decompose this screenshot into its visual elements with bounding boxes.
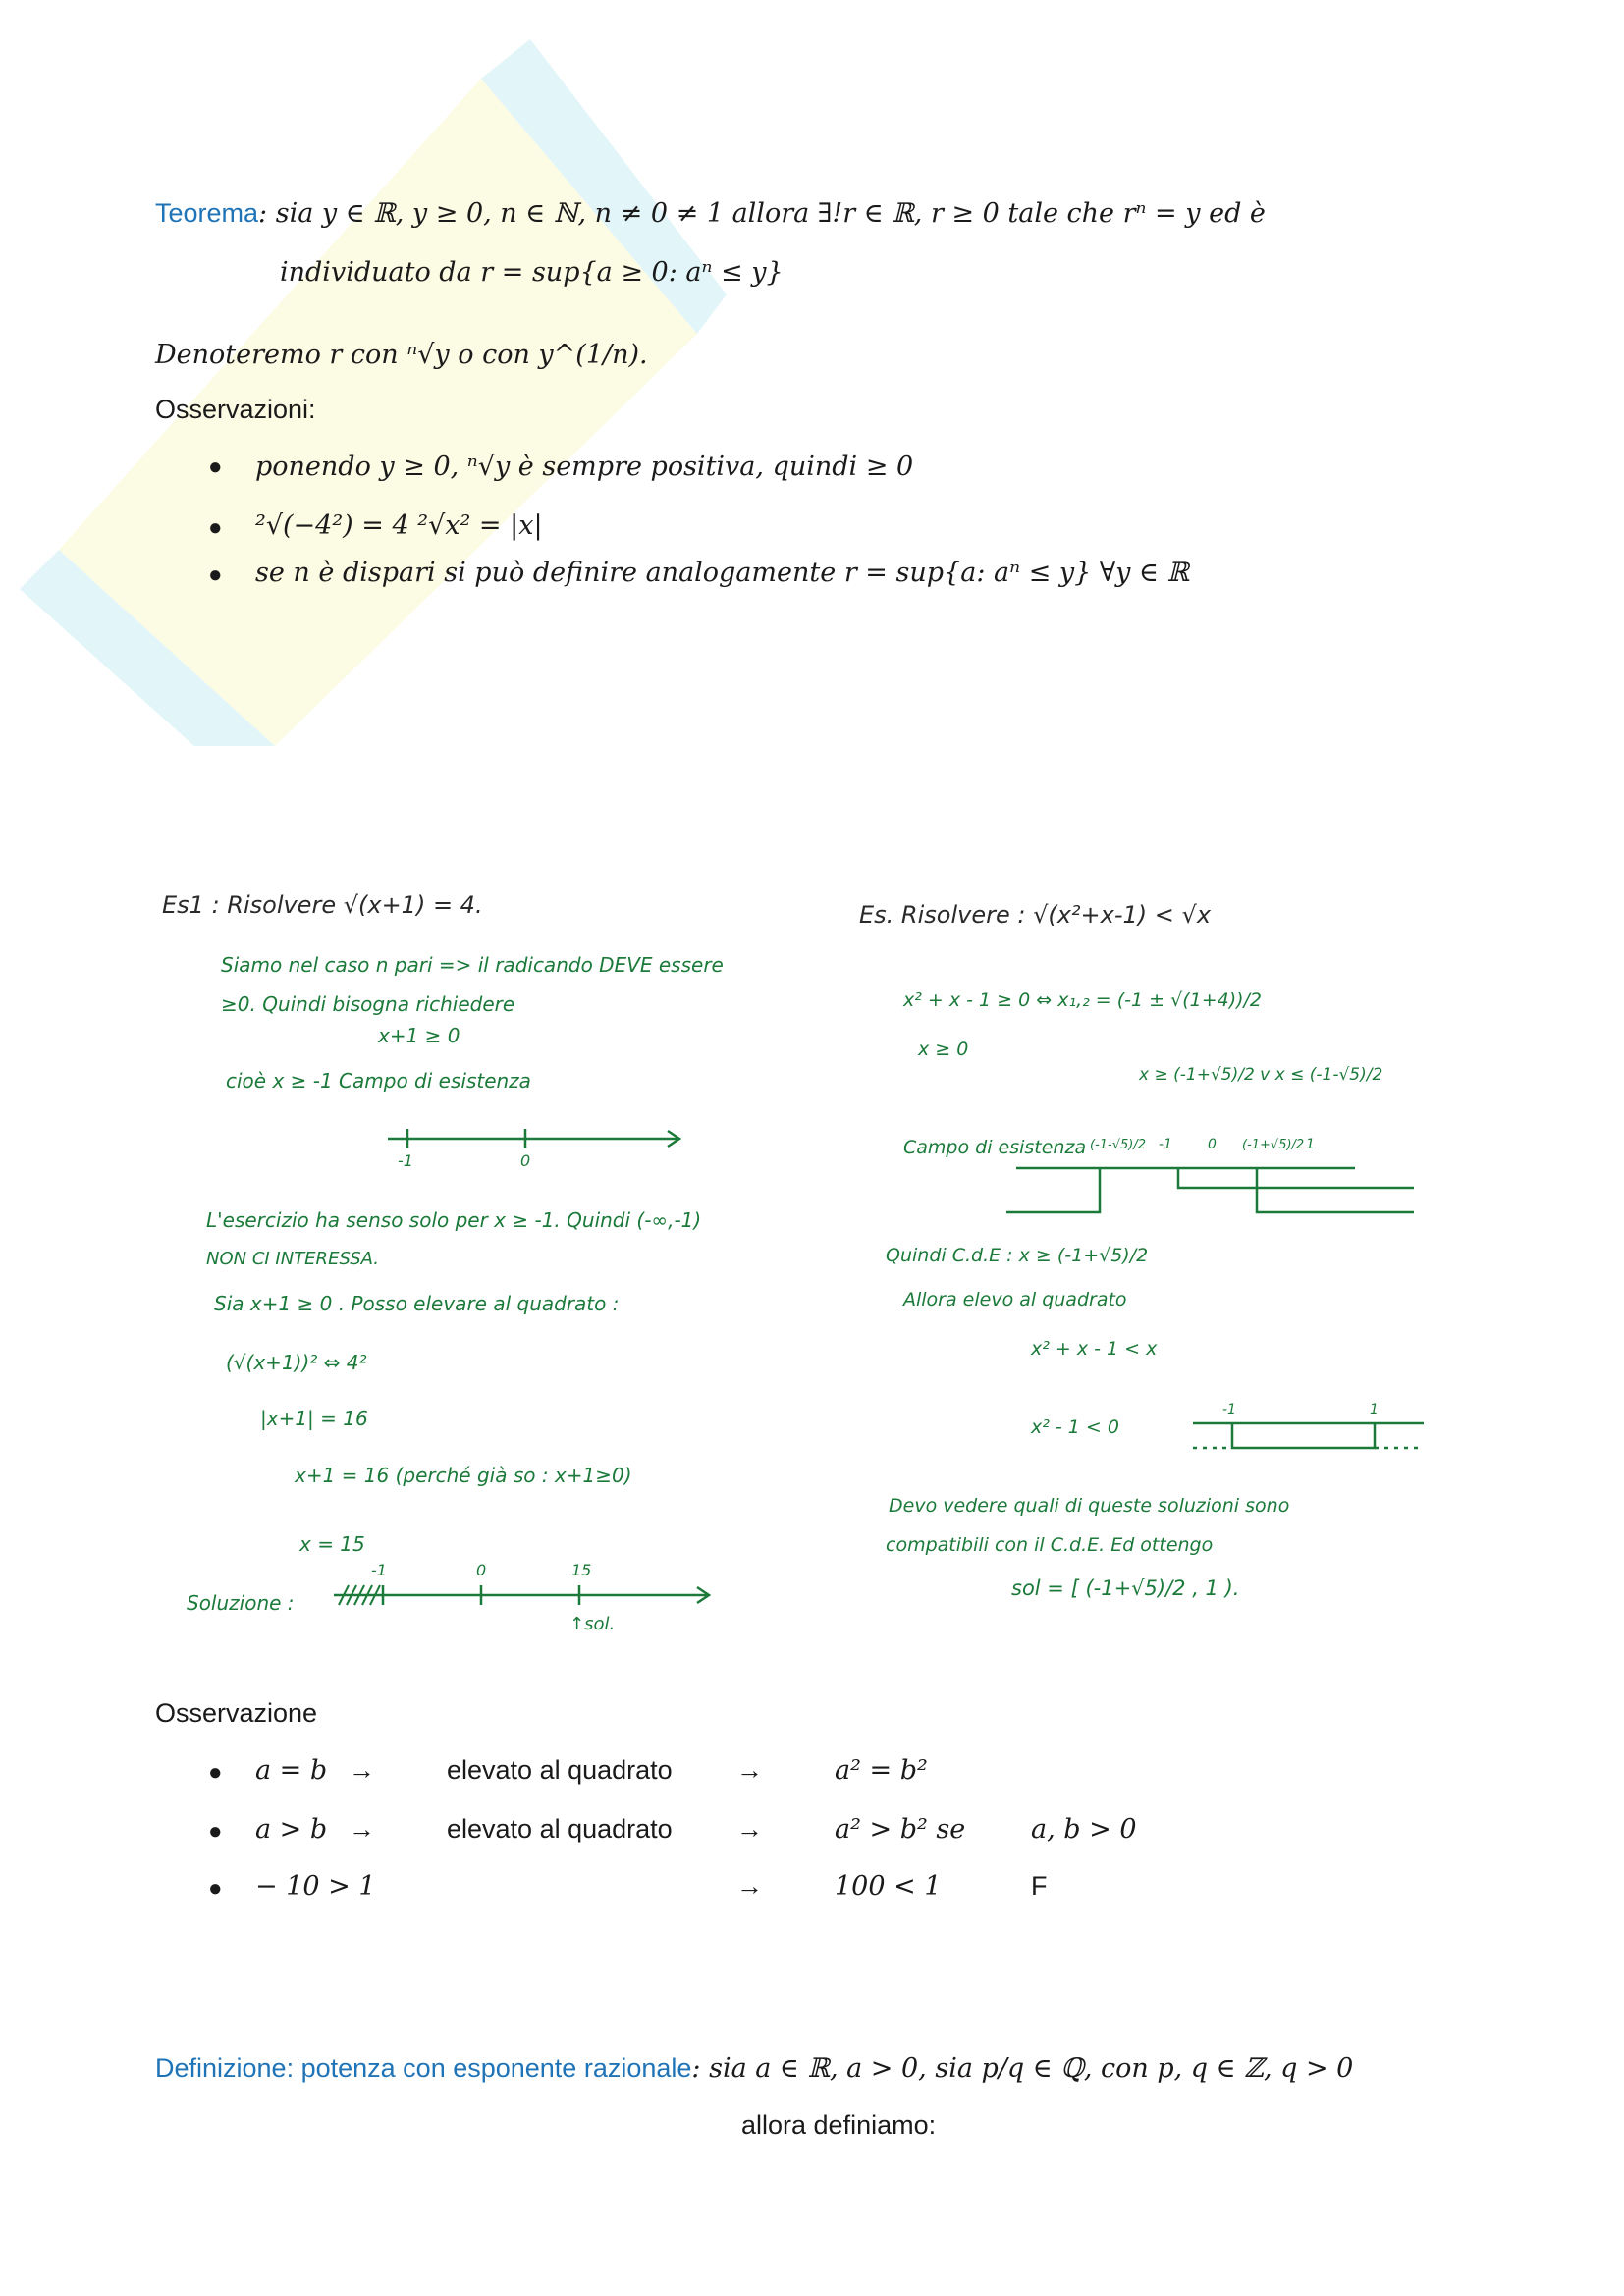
hw-left-line: x = 15 <box>299 1532 365 1556</box>
theorem-label: Teorema <box>155 198 259 228</box>
hw-right-line: Quindi C.d.E : x ≥ (-1+√5)/2 <box>886 1245 1149 1266</box>
definition-subject: potenza con esponente razionale <box>300 2054 692 2083</box>
hw-right-line: compatibili con il C.d.E. Ed ottengo <box>886 1534 1214 1556</box>
hw-left-line: x+1 ≥ 0 <box>378 1024 460 1047</box>
theorem-line-2: individuato da r = sup{a ≥ 0: aⁿ ≤ y} <box>280 257 784 288</box>
obs-row-rhs: a² = b² <box>835 1755 928 1786</box>
hw-right-line: Campo di esistenza <box>903 1137 1087 1158</box>
axis-label: 1 <box>1306 1137 1315 1152</box>
hw-left-title: Es1 : Risolvere √(x+1) = 4. <box>162 891 483 919</box>
axis-label: -1 <box>1222 1402 1236 1417</box>
hw-right-line: Allora elevo al quadrato <box>903 1289 1127 1310</box>
definition-label: Definizione <box>155 2054 287 2083</box>
handwritten-exercise-right <box>844 874 1453 1639</box>
obs-row-cond: F <box>1031 1871 1048 1900</box>
obs-row-cond: a, b > 0 <box>1031 1814 1137 1844</box>
hw-right-line: x² + x - 1 < x <box>1031 1338 1158 1360</box>
hw-left-line: x+1 = 16 (perché già so : x+1≥0) <box>295 1464 632 1487</box>
bullet-dot: ● <box>208 454 223 480</box>
hw-left-line: (√(x+1))² ⇔ 4² <box>226 1351 367 1374</box>
hw-left-line: Siamo nel caso n pari => il radicando DEVE essere <box>221 953 724 977</box>
hw-right-line: x² - 1 < 0 <box>1031 1416 1119 1438</box>
obs-row-arrow: → <box>349 1814 375 1843</box>
hw-left-line: Soluzione : <box>187 1591 295 1615</box>
observation-item: ponendo y ≥ 0, ⁿ√y è sempre positiva, quindi ≥ 0 <box>255 452 914 482</box>
obs-row-lhs: − 10 > 1 <box>255 1871 376 1901</box>
hw-right-line: x ≥ 0 <box>918 1039 969 1060</box>
observation-item: se n è dispari si può definire analogamente r = sup{a: aⁿ ≤ y} ∀y ∈ ℝ <box>255 558 1189 588</box>
hw-left-line: |x+1| = 16 <box>260 1407 368 1430</box>
bullet-dot: ● <box>208 1875 223 1901</box>
axis-label: 0 <box>520 1151 531 1170</box>
definition-text: : sia a ∈ ℝ, a > 0, sia p/q ∈ ℚ, con p, q ∈ ℤ, q > 0 <box>691 2054 1354 2084</box>
observation2-title: Osservazione <box>155 1698 318 1728</box>
hw-left-line: NON CI INTERESSA. <box>206 1249 380 1269</box>
obs-row-lhs: a = b <box>255 1755 328 1786</box>
obs-row-arrow: → <box>349 1755 375 1785</box>
observation-item: ²√(−4²) = 4 ²√x² = |x| <box>255 510 543 541</box>
axis-label: -1 <box>1159 1137 1172 1152</box>
obs-row-lhs: a > b <box>255 1814 328 1844</box>
theorem-line <box>155 198 1266 229</box>
handwritten-exercise-left <box>147 874 815 1639</box>
bullet-dot: ● <box>208 1818 223 1844</box>
hw-right-line: sol = [ (-1+√5)/2 , 1 ). <box>1011 1576 1240 1600</box>
watermark-logo <box>20 39 727 746</box>
obs-row-arrow: → <box>736 1814 763 1843</box>
axis-label: (-1-√5)/2 <box>1090 1138 1147 1152</box>
definition-line: Definizione: potenza con esponente razionale: sia a ∈ ℝ, a > 0, sia p/q ∈ ℚ, con p, q ∈ ℤ, q > 0 <box>155 2054 1354 2084</box>
notation-line: Denoteremo r con ⁿ√y o con y^(1/n). <box>155 340 648 370</box>
hw-right-solution-diagram <box>1193 1423 1424 1448</box>
bullet-dot: ● <box>208 1759 223 1786</box>
bullet-dot: ● <box>208 561 223 588</box>
observations-title: Osservazioni: <box>155 395 316 424</box>
obs-row-rhs: a² > b² se <box>835 1814 966 1844</box>
hw-right-title: Es. Risolvere : √(x²+x-1) < √x <box>859 901 1212 929</box>
axis-label: 0 <box>1208 1137 1217 1152</box>
axis-label: 1 <box>1370 1402 1379 1417</box>
hw-right-line: x² + x - 1 ≥ 0 ⇔ x₁,₂ = (-1 ± √(1+4))/2 <box>903 989 1263 1011</box>
hw-right-line: x ≥ (-1+√5)/2 v x ≤ (-1-√5)/2 <box>1139 1065 1383 1085</box>
axis-label: 15 <box>571 1561 592 1579</box>
obs-row-arrow: → <box>736 1871 763 1900</box>
axis-label: -1 <box>398 1151 413 1170</box>
hw-left-line: Sia x+1 ≥ 0 . Posso elevare al quadrato : <box>214 1292 620 1315</box>
obs-row-mid: elevato al quadrato <box>447 1814 673 1843</box>
hw-left-line: L'esercizio ha senso solo per x ≥ -1. Quindi (-∞,-1) <box>206 1208 702 1232</box>
obs-row-mid: elevato al quadrato <box>447 1755 673 1785</box>
hw-left-line: cioè x ≥ -1 Campo di esistenza <box>226 1069 531 1093</box>
hw-left-line: ≥0. Quindi bisogna richiedere <box>221 992 515 1016</box>
hw-right-domain-diagram <box>1006 1168 1414 1212</box>
hw-right-line: Devo vedere quali di queste soluzioni sono <box>889 1495 1290 1517</box>
obs-row-arrow: → <box>736 1755 763 1785</box>
bullet-dot: ● <box>208 514 223 541</box>
axis-label: (-1+√5)/2 <box>1242 1138 1305 1152</box>
definition-line-2: allora definiamo: <box>741 2110 937 2140</box>
axis-label: -1 <box>371 1561 387 1579</box>
axis-label: 0 <box>476 1561 487 1579</box>
sol-mark: ↑sol. <box>569 1614 616 1634</box>
theorem-text: : sia y ∈ ℝ, y ≥ 0, n ∈ ℕ, n ≠ 0 ≠ 1 allora ∃!r ∈ ℝ, r ≥ 0 tale che rⁿ = y ed è <box>258 198 1266 229</box>
obs-row-rhs: 100 < 1 <box>835 1871 942 1901</box>
